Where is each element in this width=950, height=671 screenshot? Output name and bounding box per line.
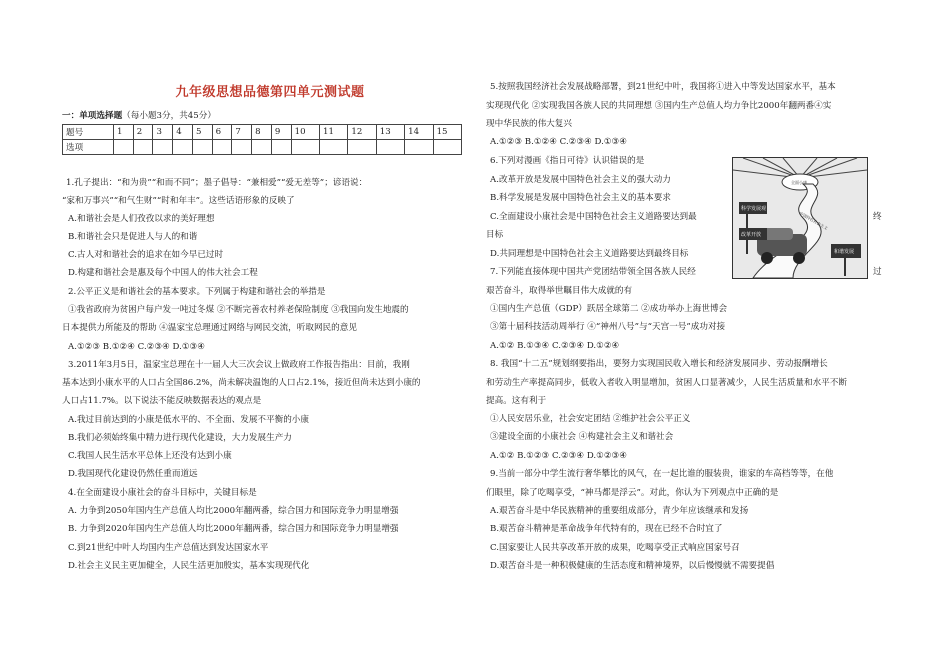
- cartoon-sign-text: 科学发展观: [741, 206, 767, 212]
- option-line: D.共同理想是中国特色社会主义道路要达到最终目标: [490, 249, 689, 259]
- option-line: D.我国现代化建设仍然任重而道远: [68, 469, 198, 479]
- answer-table-row-answers: [63, 140, 462, 155]
- answer-table-number: 15: [433, 125, 461, 140]
- option-line: ③建设全面的小康社会 ④构建社会主义和谐社会: [490, 432, 674, 442]
- answer-cell[interactable]: [114, 140, 134, 155]
- answer-cell[interactable]: [320, 140, 348, 155]
- answer-table: [62, 124, 462, 155]
- option-line: D.艰苦奋斗是一种积极健康的生活态度和精神境界，以后慢慢就不需要提倡: [490, 561, 775, 571]
- wrapped-fragment: 过: [873, 267, 882, 277]
- option-line: A.和谐社会是人们孜孜以求的美好理想: [68, 214, 215, 224]
- answer-cell[interactable]: [192, 140, 212, 155]
- section-heading-note: （每小题3分，共45分）: [122, 111, 216, 121]
- option-line: C.国家要让人民共享改革开放的成果，吃喝享受正式响应国家号召: [490, 543, 740, 553]
- option-line: A.我过目前达到的小康是低水平的、不全面、发展不平衡的小康: [68, 415, 309, 425]
- option-line: A.①② B.①③④ C.②③④ D.①②④: [490, 341, 620, 351]
- answer-table-number: 14: [405, 125, 433, 140]
- answer-table-row-label: 选项: [63, 140, 114, 155]
- question-line: 4.在全面建设小康社会的奋斗目标中，关键目标是: [68, 488, 257, 498]
- answer-cell[interactable]: [405, 140, 433, 155]
- option-line: A.①②③ B.①②④ C.②③④ D.①③④: [490, 137, 627, 147]
- cartoon-sun-text: 全面小康: [791, 180, 807, 185]
- option-line: C.我国人民生活水平总体上还没有达到小康: [68, 451, 232, 461]
- page-title: 九年级思想品德第四单元测试题: [175, 85, 365, 100]
- question-line: 现中华民族的伟大复兴: [486, 119, 572, 129]
- answer-cell[interactable]: [348, 140, 376, 155]
- section-heading-label: 一：单项选择题: [62, 111, 123, 121]
- question-line: 们眼里，除了吃喝享受，“神马都是浮云”。对此，你认为下列观点中正确的是: [486, 488, 779, 498]
- cartoon-road-text: 中国特色社会主义: [798, 210, 829, 231]
- option-line: B.和谐社会只是促进人与人的和谐: [68, 232, 198, 242]
- answer-table-number: 8: [252, 125, 272, 140]
- option-line: C.古人对和谐社会的追求在如今早已过时: [68, 250, 224, 260]
- option-line: A.①② B.①②③ C.②③④ D.①②③④: [490, 451, 627, 461]
- question-line: 实现现代化 ②实现我国各族人民的共同理想 ③国内生产总值人均力争比2000年翻两番④实: [486, 101, 832, 111]
- cartoon-sign-text: 改革开放: [741, 232, 762, 238]
- option-line: A.改革开放是发展中国特色社会主义的强大动力: [490, 175, 671, 185]
- answer-table-number: 12: [348, 125, 376, 140]
- answer-cell[interactable]: [133, 140, 153, 155]
- option-line: D.构建和谐社会是惠及每个中国人的伟大社会工程: [68, 268, 258, 278]
- option-line: B.我们必须始终集中精力进行现代化建设，大力发展生产力: [68, 433, 292, 443]
- option-line: B. 力争到2020年国内生产总值人均比2000年翻两番，综合国力和国际竞争力明显增强: [68, 524, 399, 534]
- question-line: 6.下列对漫画《指日可待》认识错误的是: [490, 156, 645, 166]
- answer-cell[interactable]: [153, 140, 173, 155]
- answer-table-number: 9: [271, 125, 291, 140]
- answer-table-number: 5: [192, 125, 212, 140]
- question-line: 1.孔子提出：“和为贵”“和而不同”；墨子倡导：“兼相爱”“爱无差等”；谚语说：: [66, 178, 368, 188]
- answer-table-number: 3: [153, 125, 173, 140]
- cartoon-drawing: [733, 158, 867, 278]
- answer-table-row-label: 题号: [63, 125, 114, 140]
- wrapped-fragment: 终: [873, 212, 882, 222]
- question-line: 基本达到小康水平的人口占全国86.2%，尚未解决温饱的人口占2.1%，接近但尚未达到小康的: [62, 378, 421, 388]
- question-line: 8. 我国“十二五”规划纲要指出，要努力实现国民收入增长和经济发展同步、劳动报酬增长: [490, 359, 828, 369]
- answer-table-number: 11: [320, 125, 348, 140]
- question-line: 人口占11.7%。以下说法不能反映数据表达的观点是: [62, 396, 262, 406]
- answer-cell[interactable]: [376, 140, 404, 155]
- answer-table-number: 13: [376, 125, 404, 140]
- question-line: 提高。这有利于: [486, 396, 547, 406]
- answer-table-number: 10: [291, 125, 319, 140]
- option-line: D.社会主义民主更加健全，人民生活更加殷实，基本实现现代化: [68, 561, 310, 571]
- option-line: C.全面建设小康社会是中国特色社会主义道路要达到最: [490, 212, 697, 222]
- option-line: ③第十届科技活动周举行 ④“神州八号”与“天宫一号”成功对接: [490, 322, 726, 332]
- question-line: 7.下列能直接体现中国共产党团结带领全国各族人民经: [490, 267, 696, 277]
- question-line: 日本提供力所能及的帮助 ④温家宝总理通过网络与网民交流，听取网民的意见: [62, 323, 357, 333]
- answer-table-number: 4: [173, 125, 193, 140]
- answer-table-row-numbers: [63, 125, 462, 140]
- answer-cell[interactable]: [291, 140, 319, 155]
- option-line: B.科学发展是发展中国特色社会主义的基本要求: [490, 193, 671, 203]
- question-line: 2.公平正义是和谐社会的基本要求。下列属于构建和谐社会的举措是: [68, 287, 326, 297]
- option-line: A. 力争到2050年国内生产总值人均比2000年翻两番，综合国力和国际竞争力明显增强: [68, 506, 399, 516]
- option-line: 目标: [486, 230, 504, 240]
- question-line: 和劳动生产率提高同步，低收入者收入明显增加，贫困人口显著减少，人民生活质量和水平不断: [486, 378, 847, 388]
- answer-table-number: 2: [133, 125, 153, 140]
- question-line: 9.当前一部分中学生流行奢华攀比的风气，在一起比谁的服装贵，谁家的车高档等等，在他: [490, 469, 834, 479]
- answer-table-number: 1: [114, 125, 134, 140]
- answer-cell[interactable]: [212, 140, 232, 155]
- option-line: ①人民安居乐业，社会安定团结 ②维护社会公平正义: [490, 414, 691, 424]
- question-line: 5.按照我国经济社会发展战略部署，到21世纪中叶，我国将①进入中等发达国家水平，基本: [490, 82, 836, 92]
- answer-table-number: 7: [232, 125, 252, 140]
- cartoon-illustration: [732, 157, 868, 279]
- section-heading: [62, 110, 216, 122]
- question-line: ①我省政府为贫困户每户发一吨过冬煤 ②不断完善农村养老保险制度 ③我国向发生地震的: [68, 305, 409, 315]
- answer-cell[interactable]: [433, 140, 461, 155]
- cartoon-sign-text: 和谐发展: [834, 249, 855, 255]
- option-line: B.艰苦奋斗精神是革命战争年代特有的，现在已经不合时宜了: [490, 524, 723, 534]
- question-line: 艰苦奋斗，取得举世瞩目伟大成就的有: [486, 286, 633, 296]
- question-line: “家和万事兴”“和气生财”“时和年丰”。这些话语形象的反映了: [62, 196, 295, 206]
- option-line: A.①②③ B.①②④ C.②③④ D.①③④: [68, 342, 205, 352]
- answer-cell[interactable]: [271, 140, 291, 155]
- option-line: C.到21世纪中叶人均国内生产总值达到发达国家水平: [68, 543, 269, 553]
- answer-table-number: 6: [212, 125, 232, 140]
- answer-cell[interactable]: [252, 140, 272, 155]
- answer-cell[interactable]: [232, 140, 252, 155]
- answer-cell[interactable]: [173, 140, 193, 155]
- option-line: ①国内生产总值（GDP）跃居全球第二 ②成功举办上海世博会: [490, 304, 728, 314]
- option-line: A.艰苦奋斗是中华民族精神的重要组成部分，青少年应该继承和发扬: [490, 506, 749, 516]
- question-line: 3.2011年3月5日，温家宝总理在十一届人大三次会议上做政府工作报告指出：目前，我刚: [68, 360, 410, 370]
